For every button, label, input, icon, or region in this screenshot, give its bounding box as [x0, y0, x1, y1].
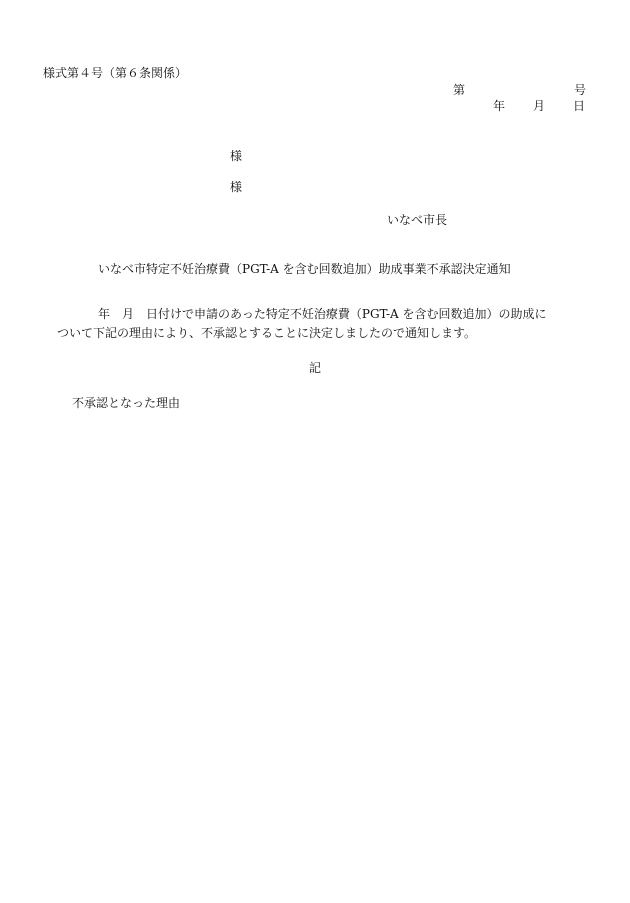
- document-number-suffix: 号: [574, 83, 587, 97]
- issuer-name: いなべ市長: [387, 213, 448, 227]
- addressee-honorific: 様: [230, 149, 243, 163]
- addressee-honorific: 様: [230, 180, 243, 194]
- ki-heading: 記: [309, 361, 322, 375]
- form-number-label: 様式第４号（第６条関係）: [43, 66, 188, 80]
- date-day-label: 日: [573, 99, 586, 113]
- reason-heading: 不承認となった理由: [72, 396, 181, 410]
- date-month-label: 月: [533, 99, 546, 113]
- body-text-line: ついて下記の理由により、不承認とすることに決定しましたので通知します。: [57, 326, 477, 340]
- body-text-line: 年 月 日付けで申請のあった特定不妊治療費（PGT-A を含む回数追加）の助成に: [98, 307, 547, 321]
- date-year-label: 年: [493, 99, 506, 113]
- document-title: いなべ市特定不妊治療費（PGT-A を含む回数追加）助成事業不承認決定通知: [98, 262, 511, 276]
- document-number-prefix: 第: [453, 83, 466, 97]
